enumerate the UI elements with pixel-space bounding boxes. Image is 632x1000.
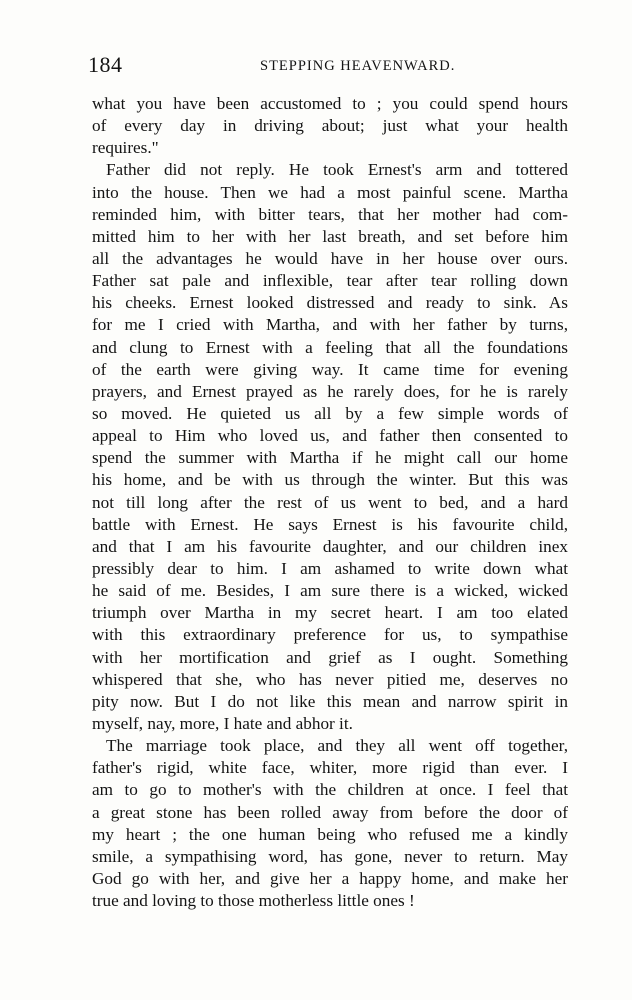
text-line: with this extraordinary preference for us, to sympathise	[92, 625, 568, 645]
text-line: all the advantages he would have in her house over ours.	[92, 248, 568, 268]
text-line: smile, a sympathising word, has gone, never to return. May	[92, 846, 568, 866]
text-line: whispered that she, who has never pitied me, deserves no	[92, 669, 568, 689]
text-line: pressibly dear to him. I am ashamed to write down what	[92, 558, 568, 578]
text-line: his home, and be with us through the winter. But this was	[92, 470, 568, 490]
text-line: mitted him to her with her last breath, and set before him	[92, 226, 568, 246]
text-line: so moved. He quieted us all by a few simple words of	[92, 403, 568, 423]
text-line: with her mortification and grief as I ought. Something	[92, 647, 568, 667]
text-line: battle with Ernest. He says Ernest is his favourite child,	[92, 514, 568, 534]
running-title: STEPPING HEAVENWARD.	[260, 58, 456, 74]
text-line: and clung to Ernest with a feeling that all the foundations	[92, 337, 568, 357]
text-line: requires."	[92, 138, 159, 158]
text-line: prayers, and Ernest prayed as he rarely does, for he is rarely	[92, 381, 568, 401]
text-line: appeal to Him who loved us, and father then consented to	[92, 426, 568, 446]
text-line: what you have been accustomed to ; you could spend hours	[92, 94, 568, 113]
text-line: he said of me. Besides, I am sure there is a wicked, wicked	[92, 581, 568, 601]
text-line: my heart ; the one human being who refused me a kindly	[92, 824, 568, 844]
text-line: triumph over Martha in my secret heart. I am too elated	[92, 603, 568, 623]
text-line: The marriage took place, and they all went off together,	[106, 736, 568, 756]
text-line: a great stone has been rolled away from before the door of	[92, 802, 568, 822]
text-line: true and loving to those motherless little ones !	[92, 891, 415, 911]
text-line: am to go to mother's with the children at once. I feel that	[92, 780, 568, 800]
text-line: into the house. Then we had a most painful scene. Martha	[92, 182, 568, 202]
text-line: myself, nay, more, I hate and abhor it.	[92, 713, 353, 733]
text-line: and that I am his favourite daughter, and our children inex	[92, 536, 568, 556]
text-line: of the earth were giving way. It came time for evening	[92, 359, 568, 379]
page-number: 184	[88, 52, 123, 77]
running-head	[88, 52, 574, 78]
text-line: reminded him, with bitter tears, that her mother had com-	[92, 204, 568, 224]
text-line: father's rigid, white face, whiter, more rigid than ever. I	[92, 758, 568, 778]
text-line: spend the summer with Martha if he might call our home	[92, 448, 568, 468]
text-line: Father did not reply. He took Ernest's arm and tottered	[106, 160, 568, 180]
text-line: pity now. But I do not like this mean and narrow spirit in	[92, 691, 568, 711]
text-line: God go with her, and give her a happy home, and make her	[92, 868, 568, 888]
text-line: his cheeks. Ernest looked distressed and ready to sink. As	[92, 293, 568, 313]
text-line: for me I cried with Martha, and with her father by turns,	[92, 315, 568, 335]
text-line: not till long after the rest of us went to bed, and a hard	[92, 492, 568, 512]
text-line: Father sat pale and inflexible, tear after tear rolling down	[92, 271, 568, 291]
text-line: of every day in driving about; just what your health	[92, 116, 568, 136]
body-text	[92, 93, 568, 912]
